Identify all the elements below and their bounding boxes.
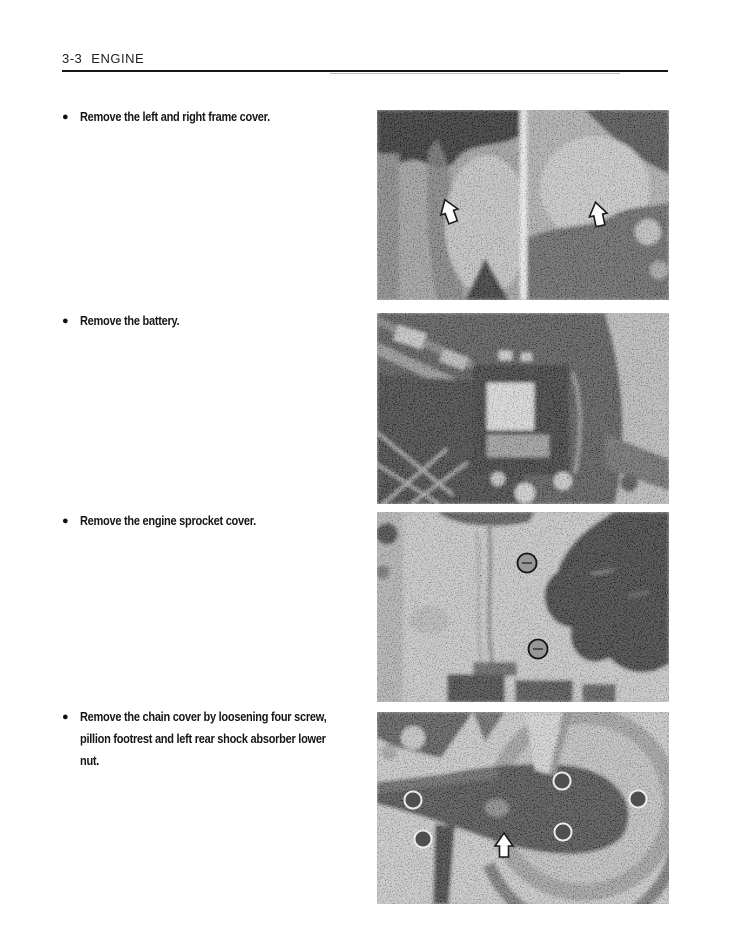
step-text [80, 706, 326, 772]
section-number: 3-3 [62, 51, 83, 66]
fastener-circle-marker [518, 554, 537, 573]
photo-frame-cover-removal [377, 110, 669, 300]
step-line: nut. [80, 754, 100, 768]
header-rule-smudge [330, 73, 620, 74]
page-header [62, 51, 144, 66]
bullet-icon: ● [62, 111, 69, 123]
fastener-circle-marker [405, 792, 422, 809]
chain-cover-photo-art [377, 712, 669, 904]
fastener-circle-marker [415, 831, 432, 848]
photo-engine-sprocket-cover [377, 512, 669, 702]
step-remove-sprocket-cover [62, 510, 374, 532]
header-rule [62, 70, 668, 72]
fastener-circle-marker [554, 773, 571, 790]
bullet-icon: ● [62, 315, 69, 327]
bullet-icon: ● [62, 515, 69, 527]
step-text [80, 510, 256, 532]
step-remove-battery [62, 310, 374, 332]
bullet-icon: ● [62, 711, 69, 723]
step-line: Remove the chain cover by loosening four screw, [80, 710, 327, 724]
photo-battery [377, 313, 669, 504]
step-line: pillion footrest and left rear shock absorber lower [80, 732, 326, 746]
step-line: Remove the battery. [80, 314, 180, 328]
sprocket-cover-photo-art [377, 512, 669, 702]
fastener-circle-marker [555, 824, 572, 841]
step-line: Remove the left and right frame cover. [80, 110, 270, 124]
step-line: Remove the engine sprocket cover. [80, 514, 256, 528]
battery-photo-art [377, 313, 669, 504]
photo-chain-cover [377, 712, 669, 904]
fastener-circle-marker [630, 791, 647, 808]
frame-cover-photo-art [377, 110, 669, 300]
step-text [80, 106, 270, 128]
step-remove-chain-cover [62, 706, 374, 772]
fastener-circle-marker [529, 640, 548, 659]
section-title: ENGINE [91, 51, 145, 66]
step-text [80, 310, 179, 332]
step-remove-frame-cover [62, 106, 374, 128]
